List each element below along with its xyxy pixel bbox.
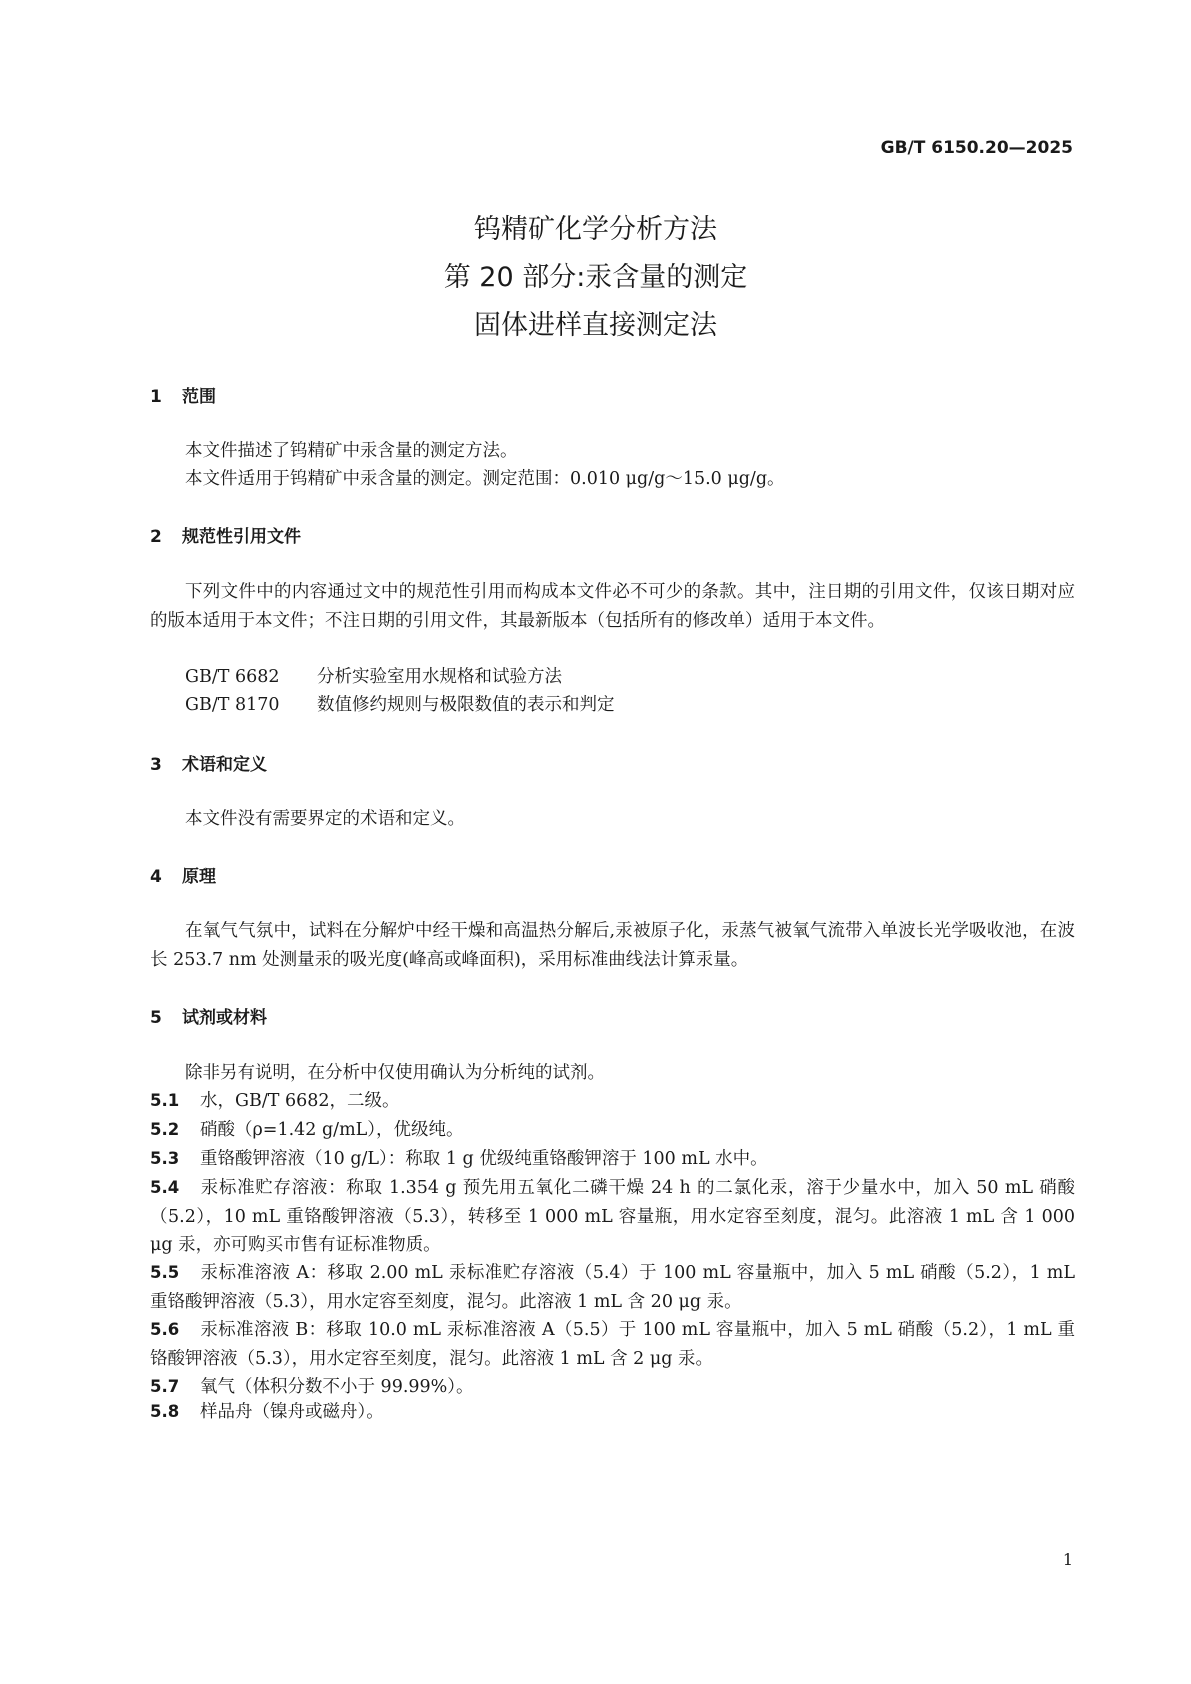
standard-code: GB/T 6150.20—2025: [880, 138, 1073, 158]
list-item: [150, 1116, 1075, 1145]
item-number: 5.2: [150, 1120, 180, 1139]
paragraph: 下列文件中的内容通过文中的规范性引用而构成本文件必不可少的条款。其中，注日期的引用文件，仅该日期对应的版本适用于本文件；不注日期的引用文件，其最新版本（包括所有的修改单）适用于本文件。: [150, 582, 1075, 631]
reference-item: [185, 663, 562, 692]
document-title-line2: 第 20 部分:汞含量的测定: [443, 262, 748, 293]
item-number: 5.7: [150, 1377, 180, 1396]
paragraph: 除非另有说明，在分析中仅使用确认为分析纯的试剂。: [185, 1063, 605, 1083]
section-title: 范围: [182, 387, 216, 407]
list-item: [150, 1316, 1075, 1373]
list-item: [150, 1145, 1075, 1174]
list-item: [150, 1398, 1075, 1427]
page-number: 1: [1062, 1550, 1073, 1569]
reference-item: [185, 691, 615, 720]
item-number: 5.3: [150, 1149, 180, 1168]
item-number: 5.1: [150, 1091, 180, 1110]
paragraph: 本文件适用于钨精矿中汞含量的测定。测定范围：0.010 μg/g～15.0 μg/g。: [185, 469, 785, 489]
list-item: [150, 1259, 1075, 1316]
item-text: 汞标准贮存溶液：称取 1.354 g 预先用五氧化二磷干燥 24 h 的二氯化汞，溶于少量水中，加入 50 mL 硝酸（5.2），10 mL 重铬酸钾溶液（5.3），转移至 1 000 mL 容量瓶，用水定容至刻度，混匀。此溶液 1 mL 含 1 000 μg 汞，亦可购买市售有证标准物质。: [150, 1178, 1075, 1255]
item-text: 汞标准溶液 B：移取 10.0 mL 汞标准溶液 A（5.5）于 100 mL 容量瓶中，加入 5 mL 硝酸（5.2），1 mL 重铬酸钾溶液（5.3），用水定容至刻度，混匀。此溶液 1 mL 含 2 μg 汞。: [150, 1320, 1075, 1369]
section-title: 试剂或材料: [182, 1008, 267, 1028]
section-number: 1: [150, 387, 162, 407]
item-text: 氧气（体积分数不小于 99.99%）。: [200, 1377, 474, 1397]
item-text: 硝酸（ρ=1.42 g/mL），优级纯。: [200, 1120, 464, 1140]
section-heading-scope: [150, 382, 216, 407]
section-title: 术语和定义: [182, 755, 267, 775]
reference-name: 数值修约规则与极限数值的表示和判定: [317, 695, 615, 715]
reference-code: GB/T 8170: [185, 695, 280, 715]
section-number: 2: [150, 527, 162, 547]
item-number: 5.6: [150, 1320, 180, 1339]
paragraph: 在氧气气氛中，试料在分解炉中经干燥和高温热分解后,汞被原子化，汞蒸气被氧气流带入单波长光学吸收池，在波长 253.7 nm 处测量汞的吸光度(峰高或峰面积)，采用标准曲线法计算汞量。: [150, 921, 1075, 970]
paragraph: 本文件没有需要界定的术语和定义。: [185, 809, 465, 829]
reference-name: 分析实验室用水规格和试验方法: [317, 667, 562, 687]
section-number: 3: [150, 755, 162, 775]
item-number: 5.8: [150, 1402, 180, 1421]
section-title: 原理: [182, 867, 216, 887]
section-title: 规范性引用文件: [182, 527, 301, 547]
item-number: 5.5: [150, 1263, 180, 1282]
section-number: 4: [150, 867, 162, 887]
section-heading-terms: [150, 750, 267, 775]
section-number: 5: [150, 1008, 162, 1028]
paragraph: 本文件描述了钨精矿中汞含量的测定方法。: [185, 441, 518, 461]
list-item: [150, 1174, 1075, 1260]
item-number: 5.4: [150, 1178, 180, 1197]
section-heading-normative-references: [150, 522, 301, 547]
document-title-line3: 固体进样直接测定法: [474, 310, 717, 341]
item-text: 重铬酸钾溶液（10 g/L）：称取 1 g 优级纯重铬酸钾溶于 100 mL 水中。: [200, 1149, 768, 1169]
list-item: [150, 1087, 1075, 1116]
item-text: 汞标准溶液 A：移取 2.00 mL 汞标准贮存溶液（5.4）于 100 mL 容量瓶中，加入 5 mL 硝酸（5.2），1 mL 重铬酸钾溶液（5.3），用水定容至刻度，混匀。此溶液 1 mL 含 20 μg 汞。: [150, 1263, 1075, 1312]
item-text: 样品舟（镍舟或磁舟）。: [200, 1402, 384, 1422]
section-heading-reagents: [150, 1003, 267, 1028]
reference-code: GB/T 6682: [185, 667, 280, 687]
document-title-line1: 钨精矿化学分析方法: [474, 214, 717, 245]
item-text: 水，GB/T 6682，二级。: [200, 1091, 400, 1111]
section-heading-principle: [150, 862, 216, 887]
